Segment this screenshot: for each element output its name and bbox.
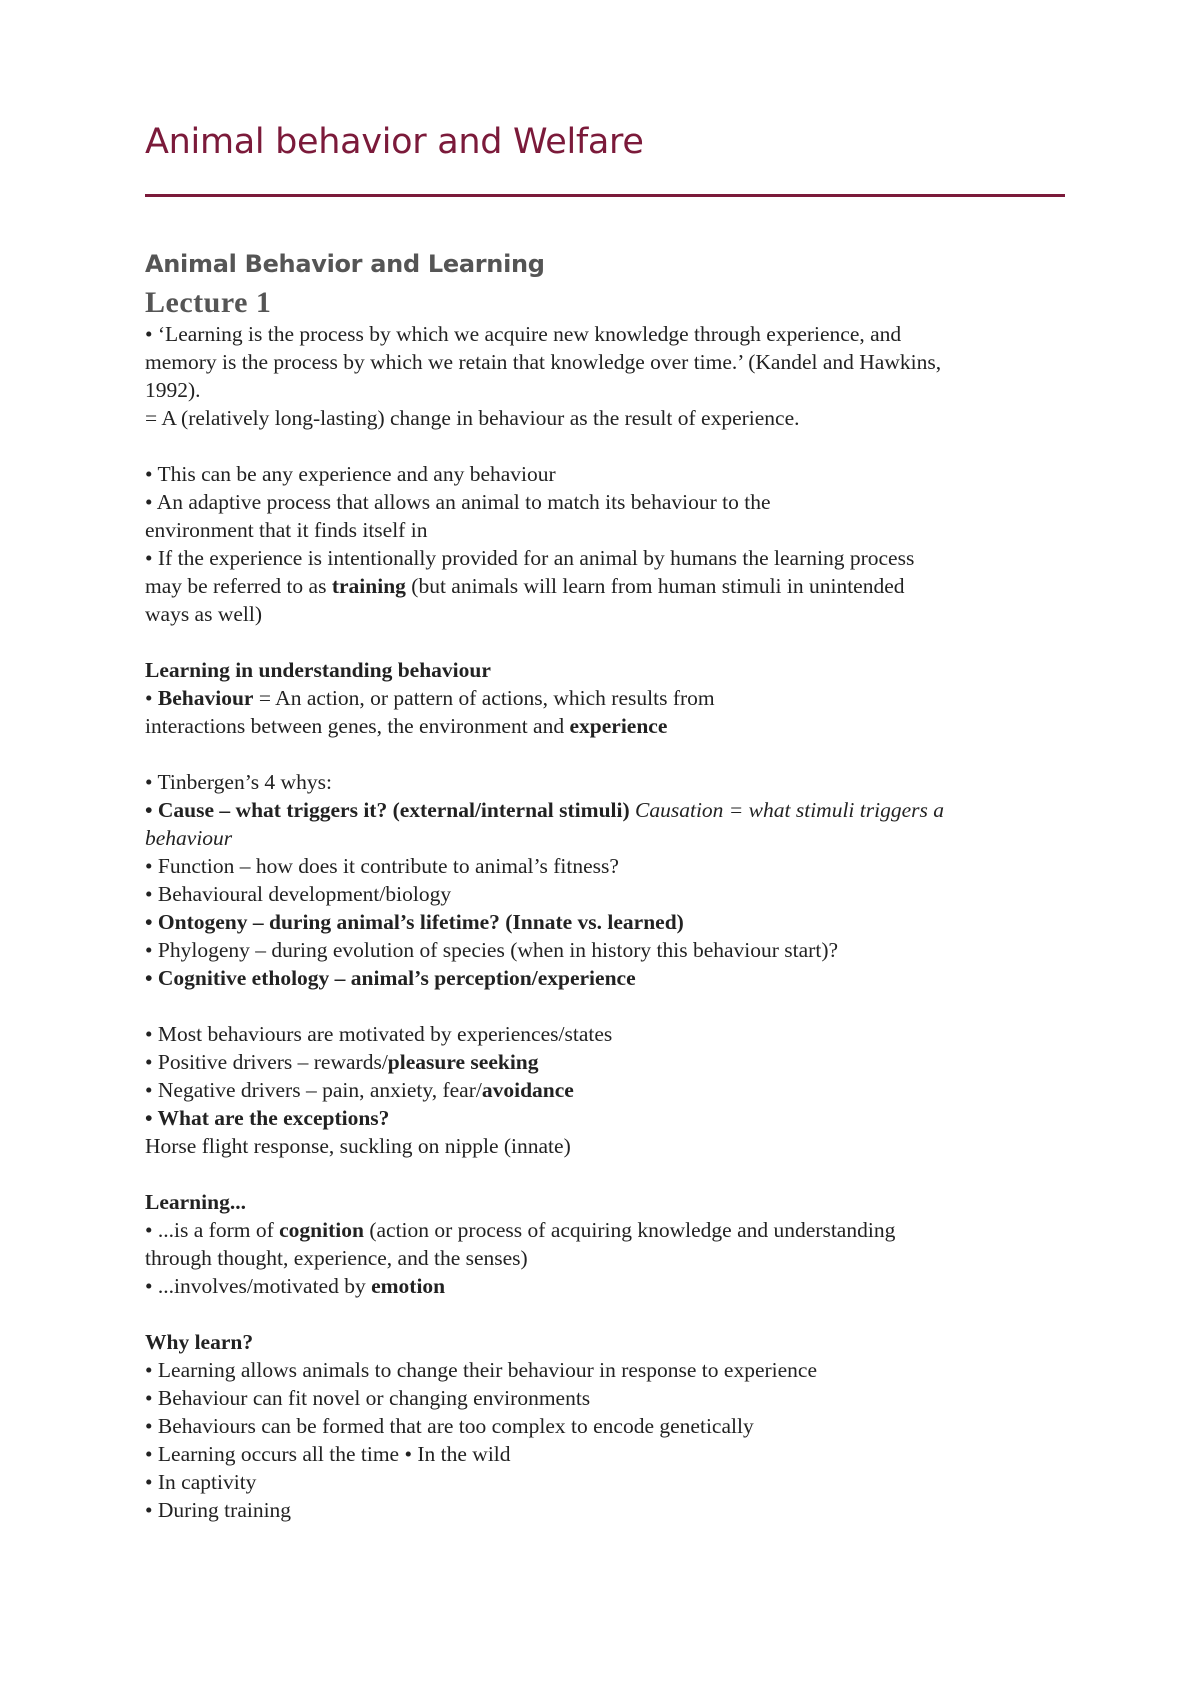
bullet-continuation: through thought, experience, and the senses) xyxy=(145,1246,528,1270)
bullet-item: • During training xyxy=(145,1498,292,1522)
italic-text: behaviour xyxy=(145,826,233,850)
text-run: • ...involves/motivated by xyxy=(145,1274,372,1298)
bullet-item xyxy=(145,1076,1075,1104)
subheading xyxy=(145,1328,1075,1356)
bullet-item: • If the experience is intentionally provided for an animal by humans the learning process xyxy=(145,546,915,570)
bullet-continuation xyxy=(145,824,1075,852)
bullet-continuation xyxy=(145,712,1075,740)
subheading xyxy=(145,1188,1075,1216)
bullet-item xyxy=(145,684,1075,712)
bold-term: experience xyxy=(569,714,668,738)
title-divider xyxy=(145,194,1065,197)
bold-term: • Cognitive ethology – animal’s perception/experience xyxy=(145,966,636,990)
bullet-item: • Behavioural development/biology xyxy=(145,882,452,906)
bullet-item: • This can be any experience and any behaviour xyxy=(145,462,556,486)
subheading-text: Learning in understanding behaviour xyxy=(145,658,491,682)
subheading xyxy=(145,656,1075,684)
bullet-item xyxy=(145,1272,1075,1300)
quote-line: memory is the process by which we retain that knowledge over time.’ (Kandel and Hawkins, xyxy=(145,350,942,374)
bold-term: • What are the exceptions? xyxy=(145,1106,390,1130)
answer-line: Horse flight response, suckling on nipple (innate) xyxy=(145,1134,571,1158)
italic-text: Causation = what stimuli triggers a xyxy=(629,798,944,822)
text-run: (but animals will learn from human stimuli in unintended xyxy=(405,574,905,598)
document-body xyxy=(145,320,1075,1524)
bullet-continuation: ways as well) xyxy=(145,602,263,626)
bullet-item: • Most behaviours are motivated by experiences/states xyxy=(145,1022,613,1046)
text-run: interactions between genes, the environment and xyxy=(145,714,570,738)
document-title: Animal behavior and Welfare xyxy=(145,122,644,162)
bullet-item: • In captivity xyxy=(145,1470,257,1494)
bold-term: Behaviour xyxy=(157,686,254,710)
bold-term: cognition xyxy=(279,1218,364,1242)
subheading-text: Learning... xyxy=(145,1190,246,1214)
bold-term: emotion xyxy=(371,1274,446,1298)
subheading-text: Why learn? xyxy=(145,1330,254,1354)
bullet-continuation xyxy=(145,572,1075,600)
bold-term: training xyxy=(331,574,406,598)
text-run: = An action, or pattern of actions, which results from xyxy=(253,686,715,710)
text-run: may be referred to as xyxy=(145,574,332,598)
bold-term: avoidance xyxy=(481,1078,574,1102)
bullet-item xyxy=(145,964,1075,992)
bullet-item: • Behaviours can be formed that are too complex to encode genetically xyxy=(145,1414,754,1438)
text-run: • ...is a form of xyxy=(145,1218,280,1242)
quote-line: • ‘Learning is the process by which we acquire new knowledge through experience, and xyxy=(145,322,902,346)
lecture-heading: Lecture 1 xyxy=(145,286,272,319)
bullet-item: • Function – how does it contribute to animal’s fitness? xyxy=(145,854,619,878)
text-run: • Positive drivers – rewards/ xyxy=(145,1050,388,1074)
text-run: (action or process of acquiring knowledge and understanding xyxy=(363,1218,896,1242)
definition-line: = A (relatively long-lasting) change in behaviour as the result of experience. xyxy=(145,406,800,430)
bold-term: • Ontogeny – during animal’s lifetime? (Innate vs. learned) xyxy=(145,910,684,934)
bullet-marker: • xyxy=(145,686,158,710)
bullet-item: • Tinbergen’s 4 whys: xyxy=(145,770,332,794)
bullet-item: • An adaptive process that allows an animal to match its behaviour to the xyxy=(145,490,771,514)
bullet-item xyxy=(145,1048,1075,1076)
bullet-item xyxy=(145,1216,1075,1244)
bullet-item: • Learning occurs all the time • In the wild xyxy=(145,1442,511,1466)
bold-term: • Cause – what triggers it? (external/internal stimuli) xyxy=(145,798,630,822)
bullet-item: • Phylogeny – during evolution of species (when in history this behaviour start)? xyxy=(145,938,839,962)
bullet-continuation: environment that it finds itself in xyxy=(145,518,428,542)
quote-line: 1992). xyxy=(145,378,201,402)
bullet-item: • Learning allows animals to change their behaviour in response to experience xyxy=(145,1358,818,1382)
bullet-item xyxy=(145,1104,1075,1132)
bullet-item xyxy=(145,796,1075,824)
bold-term: pleasure seeking xyxy=(387,1050,539,1074)
section-heading: Animal Behavior and Learning xyxy=(145,250,545,278)
bullet-item xyxy=(145,908,1075,936)
bullet-item: • Behaviour can fit novel or changing environments xyxy=(145,1386,591,1410)
text-run: • Negative drivers – pain, anxiety, fear/ xyxy=(145,1078,482,1102)
